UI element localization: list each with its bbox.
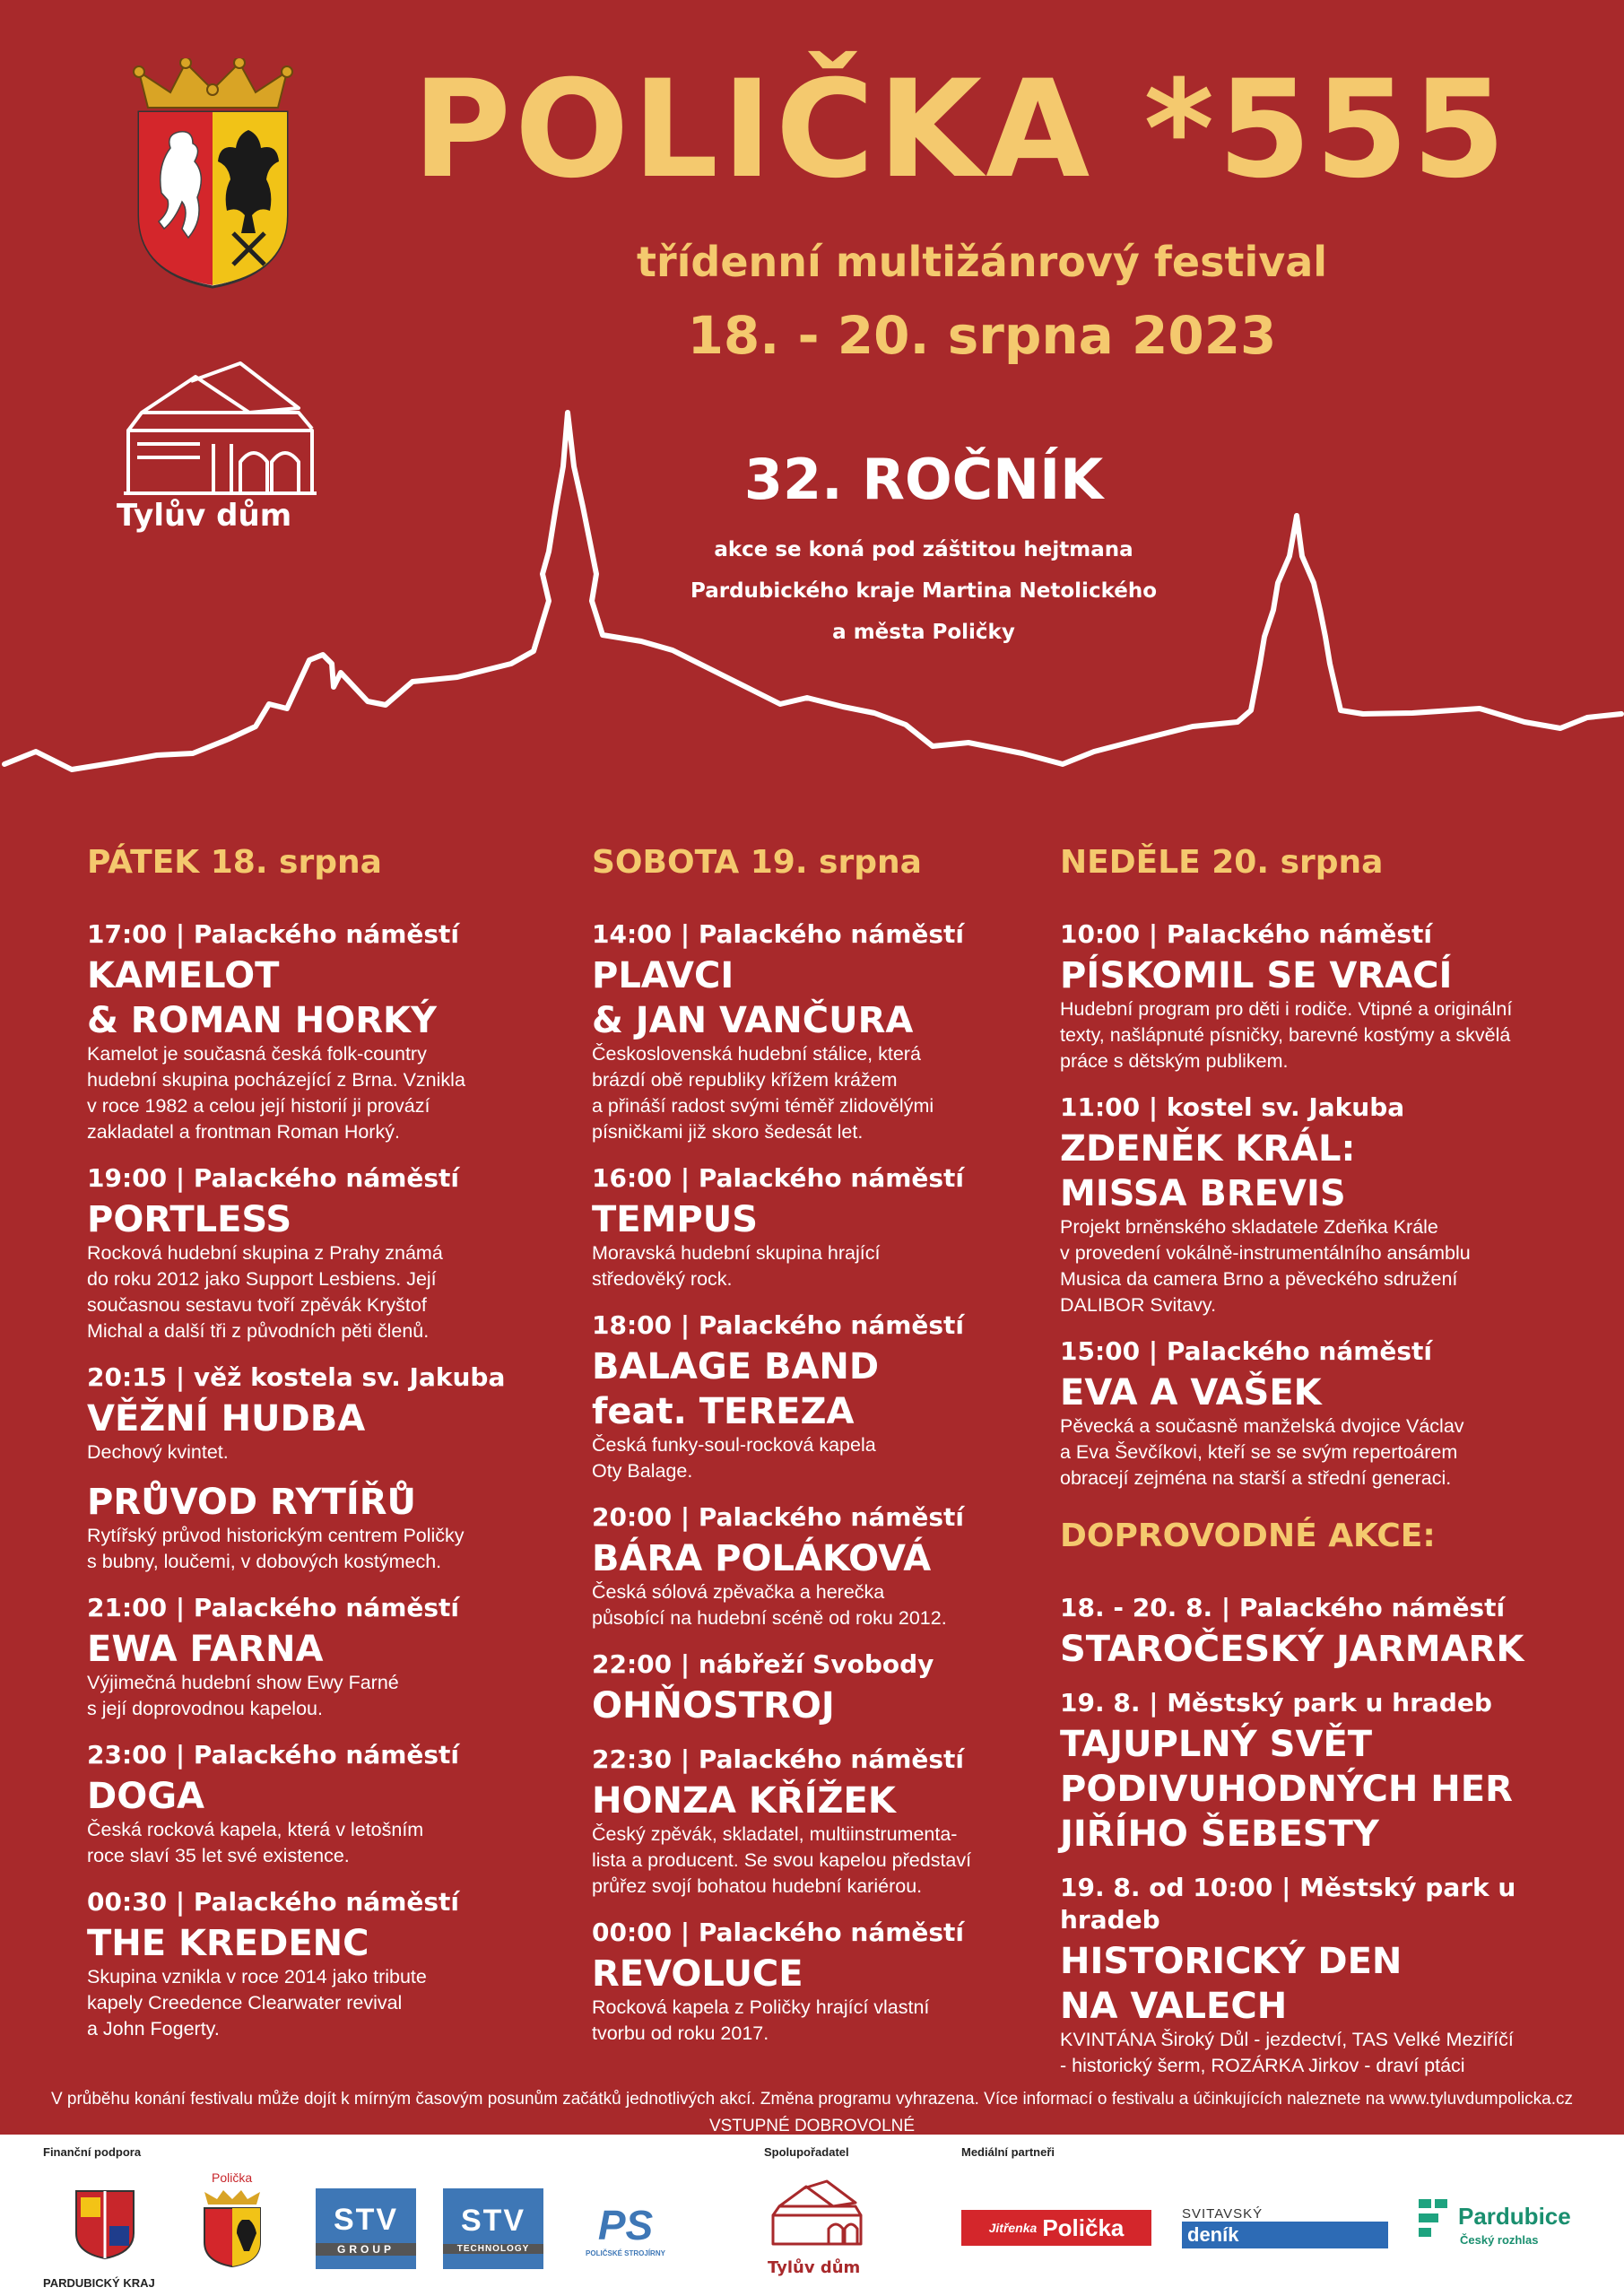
event-time: 19:00 | Palackého náměstí (87, 1163, 460, 1193)
program-event (592, 1309, 1058, 1483)
event-time: 16:00 | Palackého náměstí (592, 1163, 965, 1193)
sponsors-footer (0, 2135, 1624, 2296)
event-description: Rytířský průvod historickým centrem Poličky (87, 1525, 465, 1546)
event-time: 20:15 | věž kostela sv. Jakuba (87, 1362, 506, 1392)
event-time: 23:00 | Palackého náměstí (87, 1740, 460, 1770)
program-event (87, 1886, 553, 2041)
event-name: TAJUPLNÝ SVĚT (1060, 1724, 1373, 1765)
event-description: brázdí obě republiky křížem krážem (592, 1069, 898, 1091)
event-name: TEMPUS (592, 1199, 759, 1240)
program-event (1060, 1091, 1598, 1318)
event-description: s bubny, loučemi, v dobových kostýmech. (87, 1551, 442, 1572)
tyluv-dum-footer-icon (766, 2179, 864, 2251)
program-event (87, 1361, 553, 1465)
event-time: 22:30 | Palackého náměstí (592, 1744, 965, 1774)
event-description: Musica da camera Brno a pěveckého sdružení (1060, 1268, 1458, 1290)
event-description: a přináší radost svými téměř zlidovělými (592, 1095, 934, 1117)
program-event (592, 1648, 1058, 1726)
program-event (1060, 1687, 1598, 1854)
stv-group-main: STV (333, 2202, 399, 2237)
event-time: 17:00 | Palackého náměstí (87, 919, 460, 949)
program-event (87, 1483, 553, 1574)
event-description: zakladatel a frontman Roman Horký. (87, 1121, 400, 1143)
event-description: texty, našlápnuté písničky, barevné kostýmy a skvělá (1060, 1024, 1511, 1046)
event-description: Oty Balage. (592, 1460, 693, 1482)
event-description: hudební skupina pocházející z Brna. Vznikla (87, 1069, 465, 1091)
event-time: 10:00 | Palackého náměstí (1060, 919, 1433, 949)
denik-label: deník (1182, 2222, 1388, 2248)
event-description: a Eva Ševčíkovi, kteří se se svým repertoárem (1060, 1441, 1458, 1463)
event-description: v provedení vokálně-instrumentálního ansámblu (1060, 1242, 1471, 1264)
event-name: REVOLUCE (592, 1953, 803, 1995)
event-name: PODIVUHODNÝCH HER (1060, 1769, 1513, 1810)
event-name: BALAGE BAND (592, 1346, 880, 1387)
event-name: HONZA KŘÍŽEK (592, 1780, 896, 1822)
event-description: kapely Creedence Clearwater revival (87, 1992, 403, 2013)
event-description: DALIBOR Svitavy. (1060, 1294, 1217, 1316)
patronage-line: akce se koná pod záštitou hejtmana (714, 538, 1133, 561)
festival-dates: 18. - 20. srpna 2023 (687, 305, 1277, 366)
program-event (592, 1501, 1058, 1631)
event-name: & JAN VANČURA (592, 1000, 914, 1041)
pardubicky-kraj-label: PARDUBICKÝ KRAJ (43, 2276, 155, 2290)
event-description: Rocková hudební skupina z Prahy známá (87, 1242, 443, 1264)
program-friday (87, 843, 553, 2059)
event-description: Česká sólová zpěvačka a herečka (592, 1581, 885, 1603)
patronage-text (646, 529, 1202, 653)
co-organizer-label: Spolupořadatel (764, 2145, 849, 2159)
event-description: Československá hudební stálice, která (592, 1043, 921, 1065)
stv-technology-sub: TECHNOLOGY (443, 2244, 543, 2254)
program-event (1060, 1335, 1598, 1491)
program-event (87, 918, 553, 1144)
tyluv-dum-label: Tylův dům (117, 498, 292, 534)
event-name: JIŘÍHO ŠEBESTY (1060, 1813, 1379, 1855)
event-name: HISTORICKÝ DEN (1060, 1941, 1403, 1982)
event-description: Český zpěvák, skladatel, multiinstrumenta- (592, 1823, 958, 1845)
svitavsky-label: SVITAVSKÝ (1182, 2206, 1264, 2222)
festival-subtitle: třídenní multižánrový festival (636, 238, 1328, 286)
event-time: 18:00 | Palackého náměstí (592, 1310, 965, 1340)
ps-strojirny-sub: POLIČSKÉ STROJÍRNY (586, 2248, 665, 2257)
event-description: do roku 2012 jako Support Lesbiens. Její (87, 1268, 437, 1290)
event-description: tvorbu od roku 2017. (592, 2022, 769, 2044)
event-description: Kamelot je současná česká folk-country (87, 1043, 427, 1065)
event-description: působící na hudební scéně od roku 2012. (592, 1607, 947, 1629)
patronage-line: Pardubického kraje Martina Netolického (690, 579, 1158, 603)
event-description: obracejí zejména na starší a střední generaci. (1060, 1467, 1452, 1489)
event-description: současnou sestavu tvoří zpěvák Kryštof (87, 1294, 427, 1316)
financial-support-label: Finanční podpora (43, 2145, 142, 2159)
cesky-rozhlas-label: Český rozhlas (1460, 2233, 1539, 2247)
program-event (87, 1162, 553, 1344)
event-time: 18. - 20. 8. | Palackého náměstí (1060, 1593, 1506, 1622)
event-description: Michal a další tři z původních pěti členů. (87, 1320, 430, 1342)
patronage-line: a města Poličky (832, 621, 1015, 644)
tyluv-dum-footer-label: Tylův dům (768, 2258, 861, 2277)
program-event (592, 1744, 1058, 1899)
event-name: NA VALECH (1060, 1986, 1288, 2027)
event-description: středověký rock. (592, 1268, 733, 1290)
event-description: průřez svojí bohatou hudební kariérou. (592, 1875, 923, 1897)
program-event (87, 1739, 553, 1868)
cesky-rozhlas-icon (1417, 2197, 1451, 2242)
event-description: Dechový kvintet. (87, 1441, 229, 1463)
jitrenka-logo (961, 2210, 1151, 2246)
program-saturday (592, 843, 1058, 2064)
stv-technology-logo (443, 2188, 543, 2269)
entry-info: VSTUPNÉ DOBROVOLNÉ (708, 2117, 916, 2135)
edition-heading: 32. ROČNÍK (743, 447, 1104, 512)
event-description: s její doprovodnou kapelou. (87, 1698, 323, 1719)
event-time: 19. 8. od 10:00 | Městský park u hradeb (1060, 1873, 1516, 1935)
event-name: ZDENĚK KRÁL: (1060, 1128, 1356, 1170)
event-description: Hudební program pro děti i rodiče. Vtipné a originální (1060, 998, 1513, 1020)
pardubicky-kraj-crest-icon (74, 2188, 136, 2260)
event-description: Výjimečná hudební show Ewy Farné (87, 1672, 399, 1693)
event-name: PÍSKOMIL SE VRACÍ (1060, 955, 1453, 996)
jitrenka-policka: Polička (1042, 2213, 1125, 2241)
policka-logo-label: Polička (212, 2170, 253, 2185)
event-name: KAMELOT (87, 955, 280, 996)
day-heading: SOBOTA 19. srpna (592, 844, 922, 881)
event-name: PRŮVOD RYTÍŘŮ (87, 1482, 417, 1523)
event-time: 21:00 | Palackého náměstí (87, 1593, 460, 1622)
pardubice-label: Pardubice (1458, 2203, 1571, 2230)
event-time: 22:00 | nábřeží Svobody (592, 1649, 934, 1679)
policka-small-crest-icon (201, 2188, 264, 2267)
program-event (592, 1917, 1058, 2046)
event-description: v roce 1982 a celou její historií ji provází (87, 1095, 430, 1117)
event-time: 20:00 | Palackého náměstí (592, 1502, 965, 1532)
event-name: PLAVCI (592, 955, 734, 996)
event-time: 11:00 | kostel sv. Jakuba (1060, 1092, 1405, 1122)
event-description: Skupina vznikla v roce 2014 jako tribute (87, 1966, 427, 1987)
media-partners-label: Mediální partneři (961, 2145, 1055, 2159)
event-name: BÁRA POLÁKOVÁ (592, 1538, 932, 1579)
event-description: Moravská hudební skupina hrající (592, 1242, 881, 1264)
program-event (1060, 1592, 1598, 1669)
event-name: EVA A VAŠEK (1060, 1372, 1322, 1413)
event-name: STAROČESKÝ JARMARK (1060, 1629, 1524, 1670)
event-description: písničkami již skoro šedesát let. (592, 1121, 864, 1143)
event-name: DOGA (87, 1776, 204, 1817)
event-description: a John Fogerty. (87, 2018, 220, 2039)
event-name: THE KREDENC (87, 1923, 369, 1964)
event-description: Pěvecká a současně manželská dvojice Václav (1060, 1415, 1464, 1437)
ps-strojirny-logo (574, 2188, 677, 2269)
program-event (592, 918, 1058, 1144)
event-time: 14:00 | Palackého náměstí (592, 919, 965, 949)
day-heading: PÁTEK 18. srpna (87, 844, 382, 881)
side-events-heading: DOPROVODNÉ AKCE: (1060, 1518, 1436, 1554)
program-event (87, 1592, 553, 1721)
program-sunday (1060, 843, 1598, 2096)
stv-group-sub: GROUP (316, 2243, 416, 2256)
event-name: PORTLESS (87, 1199, 292, 1240)
event-description: Rocková kapela z Poličky hrající vlastní (592, 1996, 930, 2018)
event-time: 00:30 | Palackého náměstí (87, 1887, 460, 1917)
event-description: Česká funky-soul-rocková kapela (592, 1434, 876, 1456)
event-name: MISSA BREVIS (1060, 1173, 1346, 1214)
stv-technology-main: STV (460, 2204, 526, 2238)
event-name: feat. TEREZA (592, 1391, 855, 1432)
event-time: 19. 8. | Městský park u hradeb (1060, 1688, 1492, 1718)
event-description: lista a producent. Se svou kapelou představí (592, 1849, 972, 1871)
jitrenka-script: Jitřenka (988, 2221, 1038, 2235)
event-name: & ROMAN HORKÝ (87, 1000, 438, 1041)
ps-strojirny-main: PS (597, 2201, 654, 2248)
event-description: práce s dětským publikem. (1060, 1050, 1289, 1072)
event-name: OHŇOSTROJ (592, 1685, 835, 1726)
footer-note (0, 2086, 1624, 2135)
stv-group-logo (316, 2188, 416, 2269)
event-time: 15:00 | Palackého náměstí (1060, 1336, 1433, 1366)
event-description: - historický šerm, ROZÁRKA Jirkov - draví ptáci (1060, 2055, 1465, 2076)
program-event (592, 1162, 1058, 1292)
event-time: 00:00 | Palackého náměstí (592, 1918, 965, 1947)
event-description: Projekt brněnského skladatele Zdeňka Krále (1060, 1216, 1438, 1238)
event-name: VĚŽNÍ HUDBA (87, 1398, 366, 1439)
event-name: EWA FARNA (87, 1629, 324, 1670)
program-event (1060, 1872, 1598, 2078)
svitavsky-denik-logo (1182, 2206, 1388, 2248)
event-description: KVINTÁNA Široký Důl - jezdectví, TAS Velké Meziříčí (1060, 2029, 1514, 2050)
program-disclaimer: V průběhu konání festivalu může dojít k mírným časovým posunům začátků jednotlivých akcí. Změna programu vyhrazena. Více informací o festivalu a účinkujících naleznete na www.tyluvdumpolicka.cz (50, 2090, 1574, 2109)
day-heading: NEDĚLE 20. srpna (1060, 844, 1384, 881)
program-event (1060, 918, 1598, 1074)
event-description: Česká rocková kapela, která v letošním (87, 1819, 424, 1840)
festival-title: POLIČKA *555 (413, 52, 1510, 208)
event-description: roce slaví 35 let své existence. (87, 1845, 350, 1866)
